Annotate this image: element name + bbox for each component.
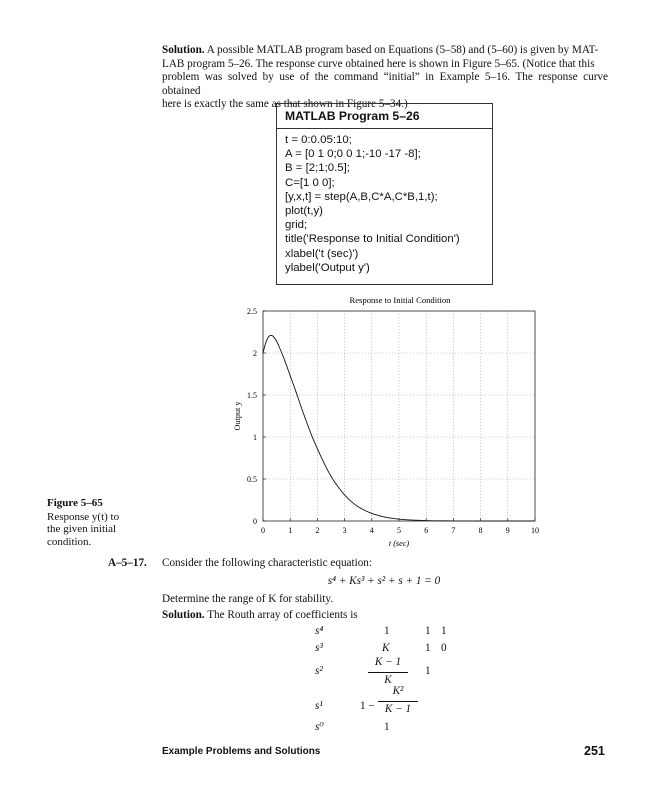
caption-line: Response y(t) to bbox=[47, 510, 120, 523]
y-axis-label: Output y bbox=[233, 401, 242, 431]
code-line: t = 0:0.05:10; bbox=[285, 134, 352, 146]
caption-line: the given initial bbox=[47, 523, 117, 535]
code-line: xlabel('t (sec)') bbox=[285, 247, 359, 260]
matlab-program-box bbox=[276, 103, 493, 285]
solution-line-4: here is exactly the same as that shown in Figure 5–34.) bbox=[162, 98, 408, 111]
code-line: title('Response to Initial Condition') bbox=[285, 233, 460, 246]
routh-row-label: s⁴ bbox=[315, 625, 324, 637]
routh-cell: 1 bbox=[425, 665, 431, 677]
routh-row-label: s³ bbox=[315, 642, 323, 654]
y-tick-label: 0.5 bbox=[247, 475, 257, 484]
code-line: [y,x,t] = step(A,B,C*A,C*B,1,t); bbox=[285, 190, 438, 203]
routh-cell: 1 bbox=[425, 642, 431, 654]
code-line: A = [0 1 0;0 0 1;-10 -17 -8]; bbox=[285, 148, 421, 161]
x-tick-label: 8 bbox=[478, 526, 483, 535]
page-number: 251 bbox=[584, 744, 605, 758]
code-line: B = [2;1;0.5]; bbox=[285, 162, 350, 175]
routh-cell: 0 bbox=[441, 642, 447, 654]
solution-line-2: LAB program 5–26. The response curve obtained here is shown in Figure 5–65. (Notice that this bbox=[162, 57, 595, 70]
program-title: MATLAB Program 5–26 bbox=[277, 104, 492, 129]
routh-fraction-num: K² bbox=[392, 685, 404, 697]
x-tick-label: 3 bbox=[342, 526, 347, 535]
x-tick-label: 2 bbox=[315, 526, 320, 535]
y-tick-label: 2.5 bbox=[247, 307, 257, 316]
solution-paragraph bbox=[162, 44, 608, 112]
x-tick-label: 7 bbox=[451, 526, 456, 535]
x-tick-label: 0 bbox=[261, 526, 265, 535]
solution-label: Solution. bbox=[162, 44, 205, 56]
y-tick-label: 0 bbox=[253, 517, 257, 526]
routh-cell: 1 bbox=[441, 625, 447, 637]
response-chart bbox=[220, 290, 560, 552]
routh-fraction-den: K bbox=[384, 674, 392, 686]
routh-row-label: s² bbox=[315, 665, 323, 677]
figure-caption bbox=[47, 497, 157, 548]
x-tick-label: 6 bbox=[424, 526, 429, 535]
routh-fraction-den: K − 1 bbox=[384, 703, 412, 715]
y-tick-label: 2 bbox=[253, 349, 257, 358]
fraction-bar bbox=[368, 672, 408, 673]
x-tick-label: 9 bbox=[505, 526, 510, 535]
x-tick-label: 4 bbox=[369, 526, 374, 535]
chart-title: Response to Initial Condition bbox=[349, 295, 451, 305]
routh-cell: 1 bbox=[384, 721, 390, 733]
y-tick-label: 1 bbox=[253, 433, 257, 442]
footer-section-title: Example Problems and Solutions bbox=[162, 746, 321, 757]
routh-cell: 1 bbox=[384, 625, 390, 637]
code-line: ylabel('Output y') bbox=[285, 261, 370, 274]
y-tick-label: 1.5 bbox=[247, 391, 257, 400]
routh-row-label: s⁰ bbox=[315, 721, 324, 733]
figure-label: Figure 5–65 bbox=[47, 497, 103, 509]
program-code bbox=[277, 129, 492, 275]
x-axis-label: t (sec) bbox=[388, 539, 410, 548]
routh-cell: 1 bbox=[425, 625, 431, 637]
routh-cell-prefix: 1 − bbox=[360, 700, 375, 712]
fraction-bar bbox=[378, 701, 418, 702]
code-line: C=[1 0 0]; bbox=[285, 176, 335, 189]
code-line: grid; bbox=[285, 219, 308, 232]
routh-row-label: s¹ bbox=[315, 700, 323, 712]
solution-line-3: problem was solved by use of the command “initial” in Example 5–16. The response curve obtained bbox=[162, 71, 608, 97]
x-tick-label: 10 bbox=[531, 526, 539, 535]
characteristic-equation: s⁴ + Ks³ + s² + s + 1 = 0 bbox=[327, 575, 441, 587]
routh-cell: K bbox=[382, 642, 390, 654]
solution-line-1: Solution. A possible MATLAB program based on Equations (5–58) and (5–60) is given by MAT- bbox=[162, 44, 599, 56]
code-line: plot(t,y) bbox=[285, 205, 323, 218]
routh-fraction-num: K − 1 bbox=[374, 656, 402, 668]
routh-intro: Solution. The Routh array of coefficients is bbox=[162, 609, 358, 621]
caption-line: condition. bbox=[47, 535, 92, 548]
x-tick-label: 1 bbox=[288, 526, 293, 535]
routh-solution-label: Solution. bbox=[162, 609, 205, 621]
problem-text: Consider the following characteristic equation: bbox=[162, 557, 373, 569]
x-tick-label: 5 bbox=[397, 526, 401, 535]
determine-text: Determine the range of K for stability. bbox=[162, 593, 334, 605]
problem-number: A–5–17. bbox=[108, 557, 147, 569]
